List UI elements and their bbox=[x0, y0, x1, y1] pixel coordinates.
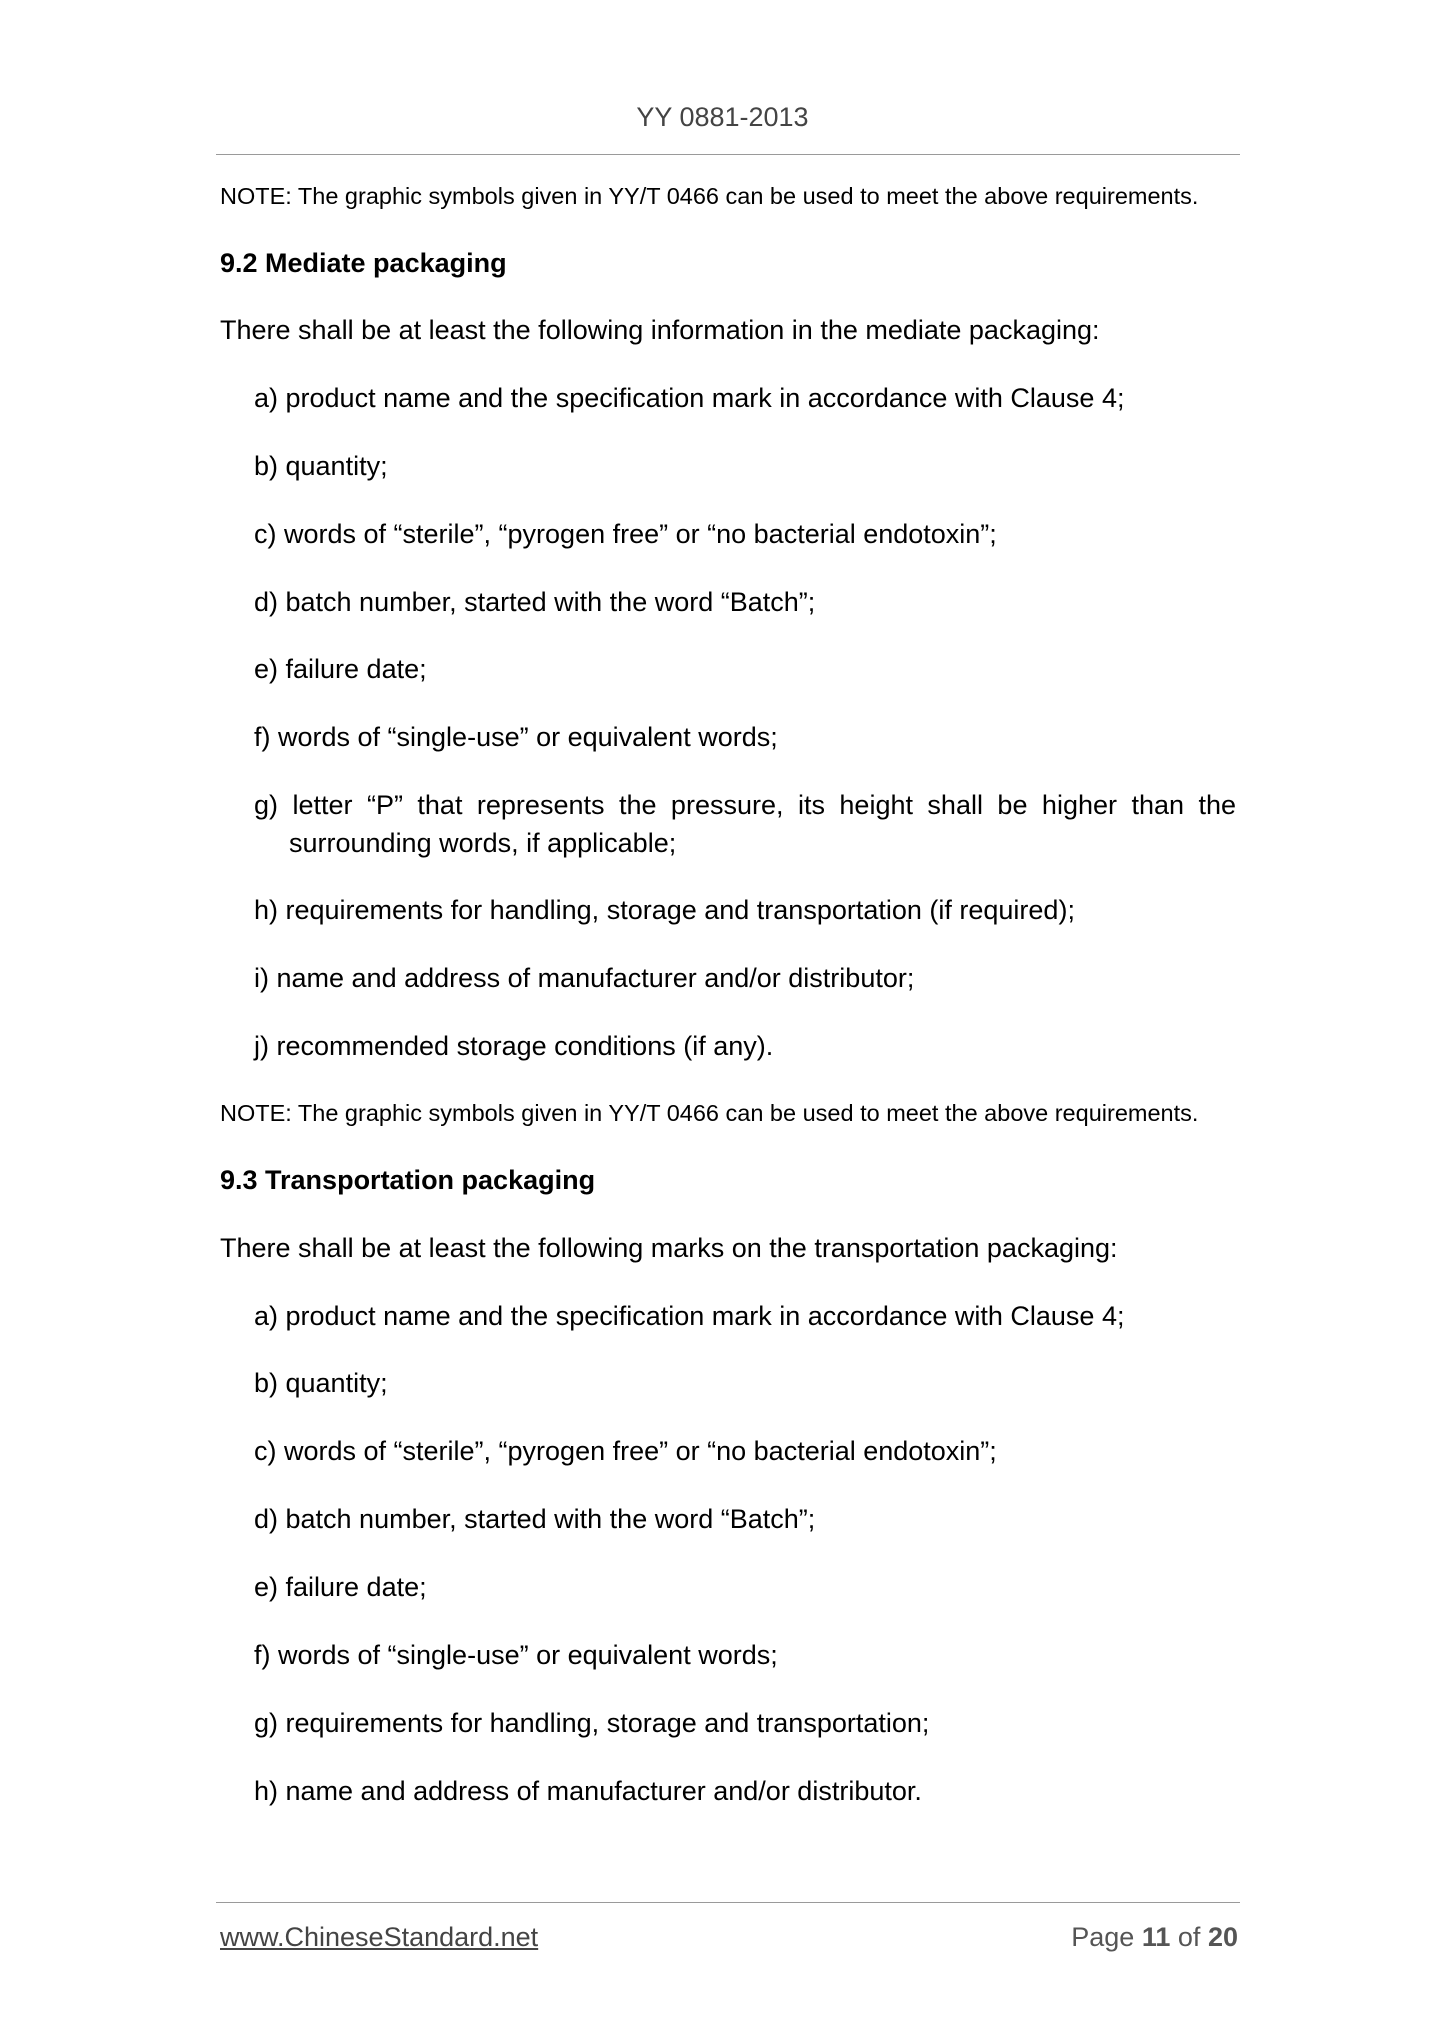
list-item-9-2-g-continued: surrounding words, if applicable; bbox=[289, 828, 677, 858]
heading-9-3: 9.3 Transportation packaging bbox=[220, 1165, 596, 1195]
list-item-9-2-f: f) words of “single-use” or equivalent words; bbox=[254, 722, 778, 752]
list-item-9-2-b: b) quantity; bbox=[254, 451, 388, 481]
list-item-9-3-a: a) product name and the specification mark in accordance with Clause 4; bbox=[254, 1301, 1125, 1331]
list-item-9-3-f: f) words of “single-use” or equivalent words; bbox=[254, 1640, 778, 1670]
heading-9-2: 9.2 Mediate packaging bbox=[220, 248, 507, 278]
page-label: Page bbox=[1071, 1922, 1135, 1952]
list-item-9-3-e: e) failure date; bbox=[254, 1572, 427, 1602]
list-item-9-2-e: e) failure date; bbox=[254, 654, 427, 684]
list-item-9-3-h: h) name and address of manufacturer and/or distributor. bbox=[254, 1776, 922, 1806]
list-item-9-2-d: d) batch number, started with the word “Batch”; bbox=[254, 587, 816, 617]
list-item-9-2-c: c) words of “sterile”, “pyrogen free” or “no bacterial endotoxin”; bbox=[254, 519, 997, 549]
note-9-2: NOTE: The graphic symbols given in YY/T 0466 can be used to meet the above requirements. bbox=[220, 1100, 1199, 1126]
list-item-9-2-j: j) recommended storage conditions (if any). bbox=[254, 1031, 774, 1061]
page-total: 20 bbox=[1207, 1922, 1238, 1952]
list-item-9-3-c: c) words of “sterile”, “pyrogen free” or “no bacterial endotoxin”; bbox=[254, 1436, 997, 1466]
list-item-9-2-a: a) product name and the specification mark in accordance with Clause 4; bbox=[254, 383, 1125, 413]
list-item-9-3-g: g) requirements for handling, storage and transportation; bbox=[254, 1708, 930, 1738]
page-number bbox=[1071, 1922, 1238, 1953]
footer-divider bbox=[216, 1902, 1240, 1903]
list-item-9-2-h: h) requirements for handling, storage and transportation (if required); bbox=[254, 895, 1075, 925]
list-item-9-2-g: g) letter “P” that represents the pressure, its height shall be higher than the bbox=[254, 790, 1236, 820]
page-of-label: of bbox=[1177, 1922, 1201, 1952]
intro-9-2: There shall be at least the following information in the mediate packaging: bbox=[220, 315, 1100, 345]
website-link[interactable]: www.ChineseStandard.net bbox=[220, 1922, 539, 1952]
intro-9-3: There shall be at least the following marks on the transportation packaging: bbox=[220, 1233, 1118, 1263]
note-9-1: NOTE: The graphic symbols given in YY/T 0466 can be used to meet the above requirements. bbox=[220, 183, 1199, 209]
header-divider bbox=[216, 154, 1240, 155]
list-item-9-3-d: d) batch number, started with the word “Batch”; bbox=[254, 1504, 816, 1534]
page-current: 11 bbox=[1141, 1922, 1171, 1952]
header-title: YY 0881-2013 bbox=[636, 102, 809, 132]
list-item-9-2-i: i) name and address of manufacturer and/or distributor; bbox=[254, 963, 915, 993]
list-item-9-3-b: b) quantity; bbox=[254, 1368, 388, 1398]
